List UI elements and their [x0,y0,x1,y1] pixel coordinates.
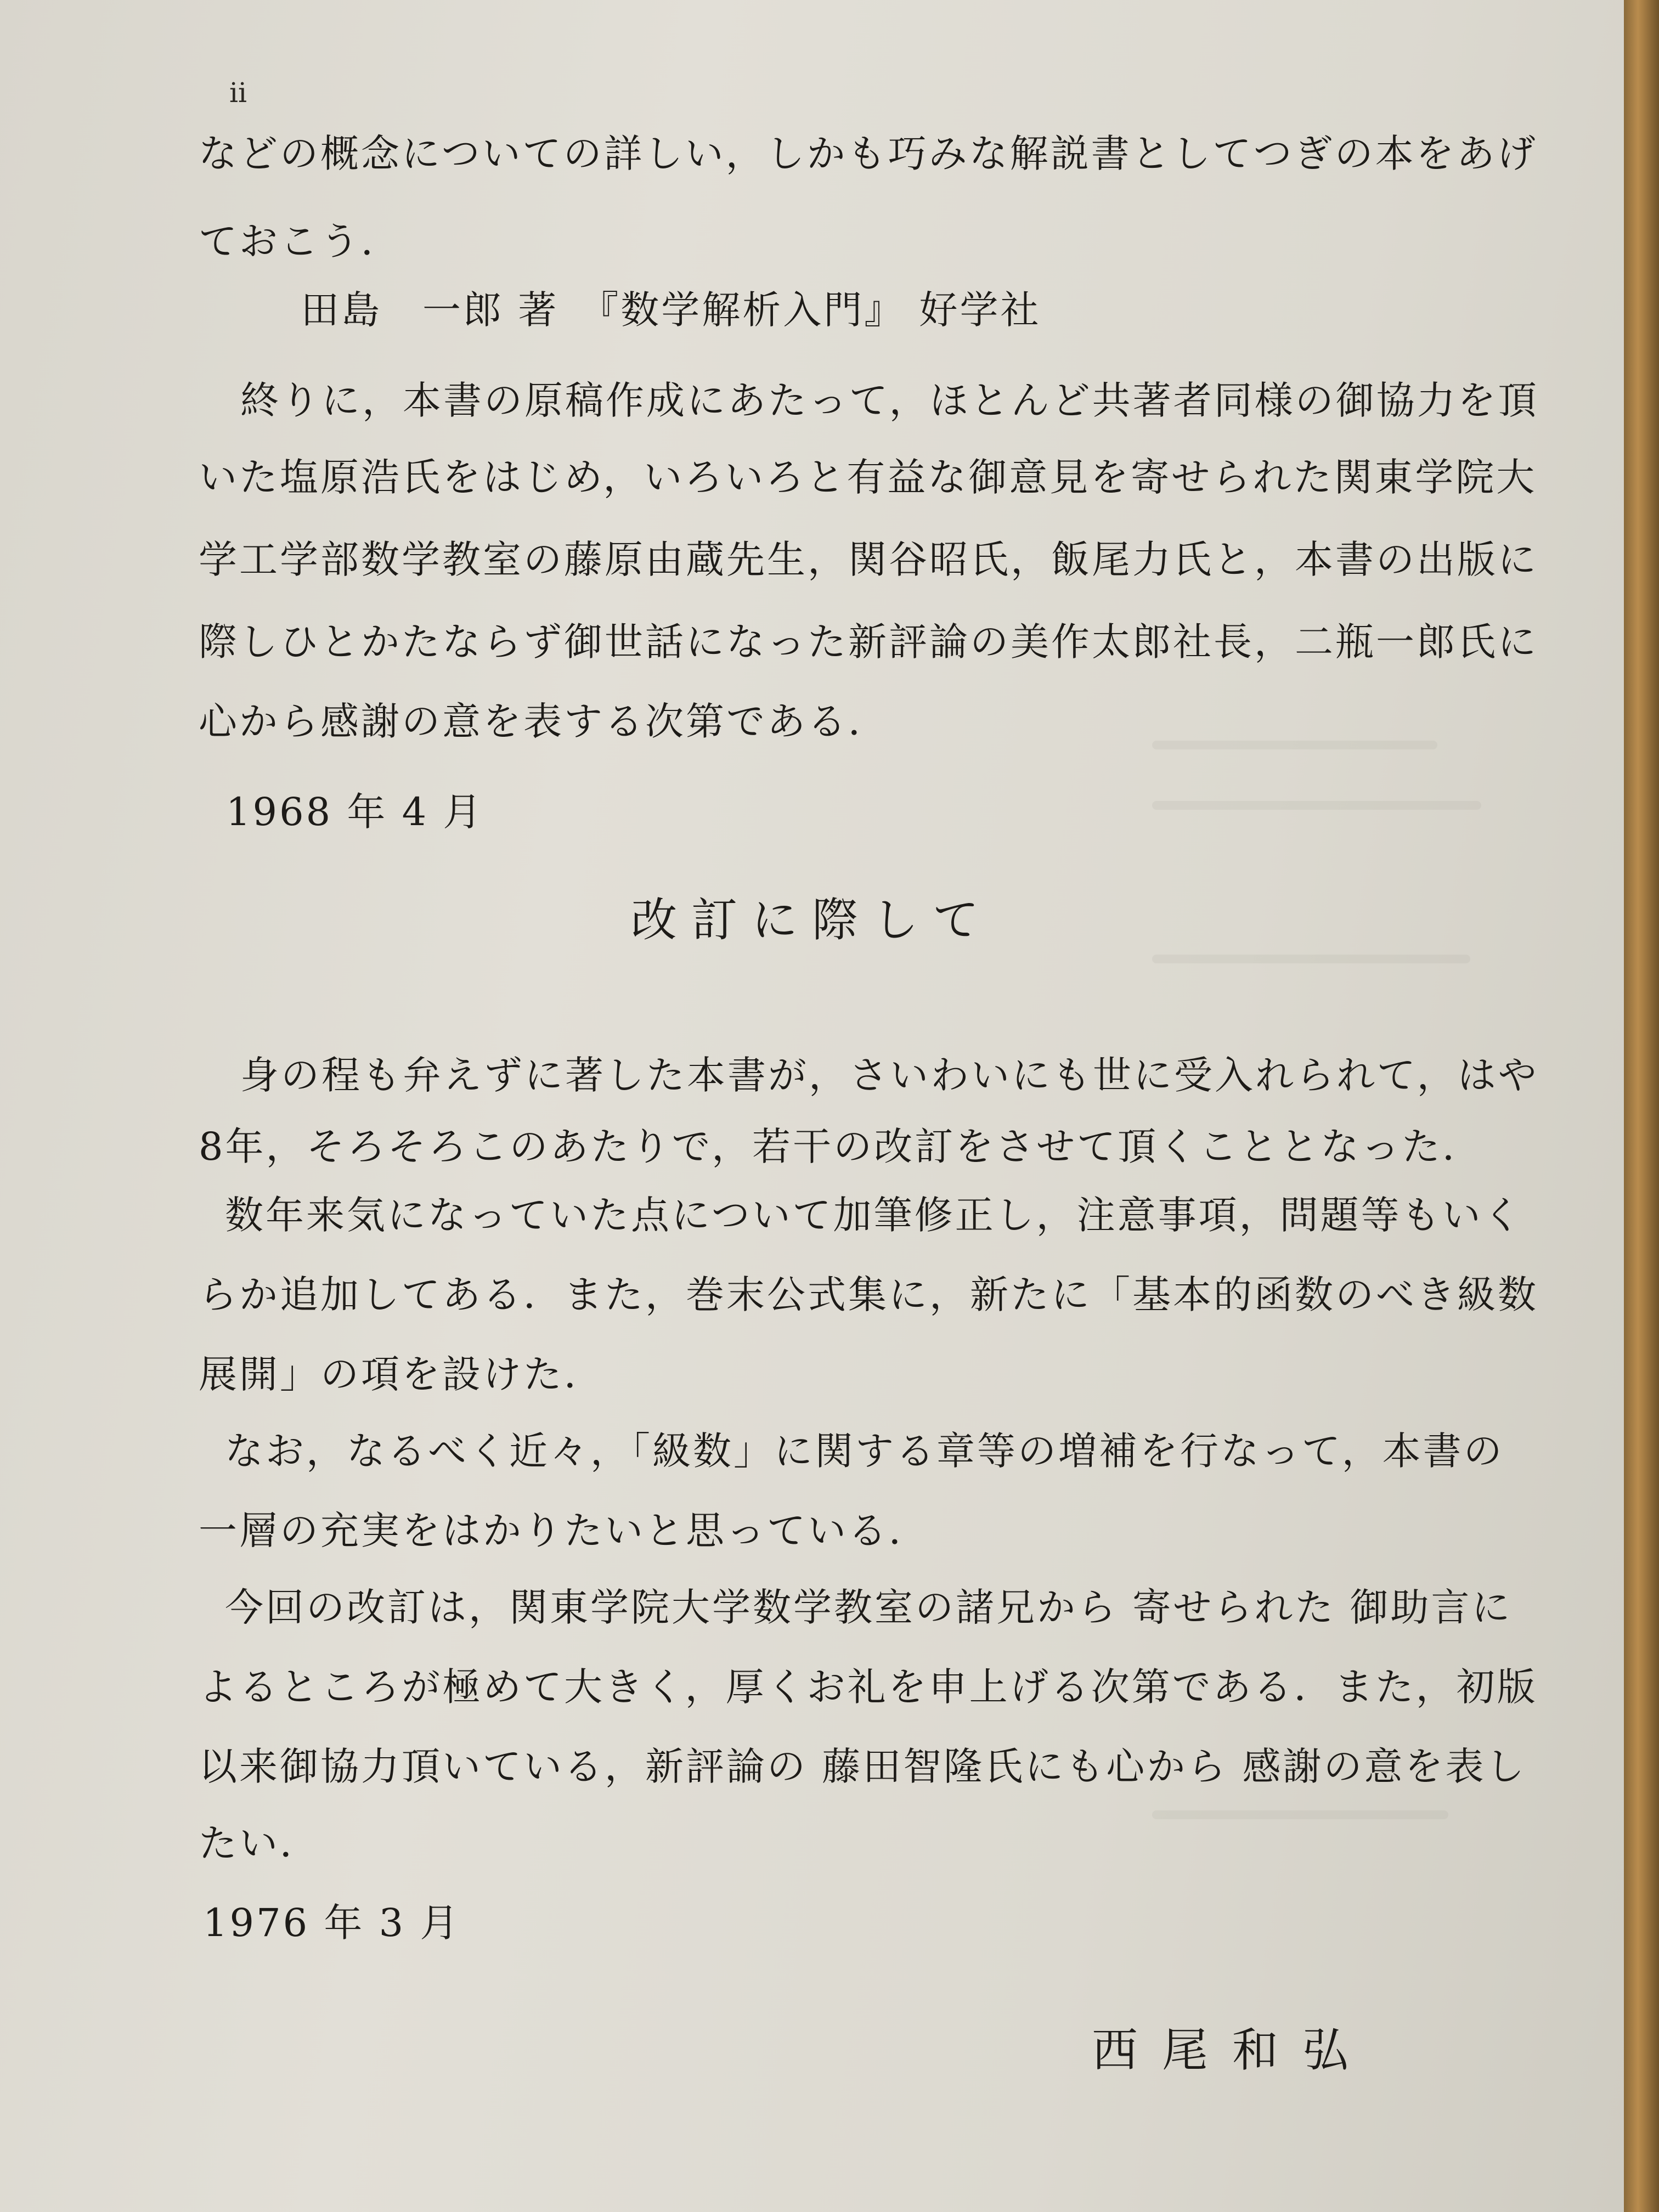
author-name: 西尾和弘 [1092,2023,1373,2077]
date-1976: 1976 年 3 月 [203,1900,461,1945]
bleed-through-mark [1152,955,1470,963]
text-line: 心から感謝の意を表する次第である． [199,699,889,744]
text-line: 以来御協力頂いている，新評論の 藤田智隆氏にも心から 感謝の意を表し [199,1744,1527,1789]
text-line: 際しひとかたならず御世話になった新評論の美作太郎社長，二瓶一郎氏に [199,619,1538,664]
reference-line: 田島 一郎 著 『数学解析入門』 好学社 [301,287,1041,332]
text-line: 展開」の項を設けた． [199,1352,605,1397]
text-line: 今回の改訂は，関東学院大学数学教室の諸兄から 寄せられた 御助言に [225,1585,1513,1630]
text-line: いた塩原浩氏をはじめ，いろいろと有益な御意見を寄せられた関東学院大 [199,455,1537,500]
text-line: 終りに，本書の原稿作成にあたって，ほとんど共著者同様の御協力を頂 [240,378,1539,423]
text-line: なお，なるべく近々，「級数」に関する章等の増補を行なって，本書の [225,1429,1504,1474]
bleed-through-mark [1152,741,1437,749]
book-edge [1624,0,1659,2212]
text-line: よるところが極めて大きく，厚くお礼を申上げる次第である．また，初版 [199,1664,1538,1709]
text-line: などの概念についての詳しい，しかも巧みな解説書としてつぎの本をあげ [199,131,1538,176]
text-line: 学工学部数学教室の藤原由蔵先生，関谷昭氏，飯尾力氏と，本書の出版に [199,537,1538,582]
text-line: 数年来気になっていた点について加筆修正し，注意事項，問題等もいく [225,1193,1523,1238]
text-line: 8年，そろそろこのあたりで，若干の改訂をさせて頂くこととなった． [199,1124,1483,1169]
text-line: らか追加してある．また，巻末公式集に，新たに「基本的函数のべき級数 [199,1272,1538,1317]
page-number: ii [229,77,247,109]
text-line: 一層の充実をはかりたいと思っている． [199,1508,929,1553]
text-line: ておこう． [199,219,402,264]
text-line: 身の程も弁えずに著した本書が，さいわいにも世に受入れられて，はや [240,1053,1539,1098]
bleed-through-mark [1152,1810,1448,1819]
text-line: たい． [199,1821,320,1866]
bleed-through-mark [1152,801,1481,810]
section-heading: 改訂に際して [630,893,993,947]
date-1968: 1968 年 4 月 [226,789,484,834]
